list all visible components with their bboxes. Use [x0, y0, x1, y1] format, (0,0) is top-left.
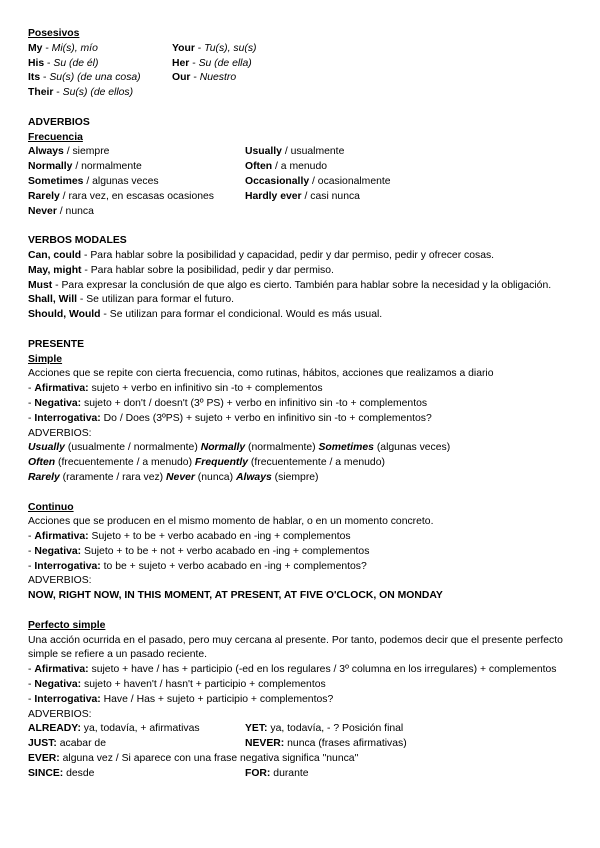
- simple-subtitle: Simple: [28, 353, 63, 365]
- form-line: - Negativa: Sujeto + to be + not + verbo acabado en -ing + complementos: [28, 545, 370, 557]
- posesivos-title: Posesivos: [28, 28, 80, 39]
- posesivos-section: [28, 27, 573, 101]
- modal-item: Must - Para expresar la conclusión de que algo es cierto. También para hablar sobre la necesidad y la obligación.: [28, 279, 552, 291]
- presente-title: PRESENTE: [28, 338, 85, 350]
- adverb-line: Usually (usualmente / normalmente) Normally (normalmente) Sometimes (algunas veces): [28, 442, 451, 454]
- perfecto-adverb-row: JUST: acabar de NEVER: nunca (frases afirmativas): [28, 738, 407, 750]
- modal-item: Should, Would - Se utilizan para formar el condicional. Would es más usual.: [28, 309, 383, 321]
- adverbio-row: Sometimes / algunas veces Occasionally / ocasionalmente: [28, 175, 391, 187]
- simple-description: Acciones que se repite con cierta frecuencia, como rutinas, hábitos, acciones que realizamos a diario: [28, 368, 494, 380]
- adverbios-label: ADVERBIOS:: [28, 708, 92, 720]
- adverbio-row: Rarely / rara vez, en escasas ocasiones Hardly ever / casi nunca: [28, 190, 360, 202]
- posesivos-row: My - Mi(s), mío Your - Tu(s), su(s): [28, 42, 257, 54]
- modales-section: [28, 234, 573, 323]
- continuo-description: Acciones que se producen en el mismo momento de hablar, o en un momento concreto.: [28, 516, 434, 528]
- perfecto-adverb-row: SINCE: desde FOR: durante: [28, 767, 309, 779]
- adverbio-row: Never / nunca: [28, 205, 94, 217]
- form-line: - Afirmativa: sujeto + verbo en infinitivo sin -to + complementos: [28, 383, 323, 395]
- adverbio-row: Normally / normalmente Often / a menudo: [28, 161, 328, 173]
- form-line: - Afirmativa: sujeto + have / has + participio (-ed en los regulares / 3º columna en los irregulares) + complementos: [28, 664, 557, 676]
- adverbios-section: [28, 116, 573, 220]
- document-page: [28, 27, 573, 782]
- form-line: - Interrogativa: Have / Has + sujeto + participio + complementos?: [28, 693, 334, 705]
- continuo-subtitle: Continuo: [28, 501, 74, 513]
- form-line: - Interrogativa: Do / Does (3ºPS) + sujeto + verbo en infinitivo sin -to + complementos?: [28, 412, 432, 424]
- adverbios-label: ADVERBIOS:: [28, 575, 92, 587]
- adverbios-label: ADVERBIOS:: [28, 427, 92, 439]
- adverb-line: Often (frecuentemente / a menudo) Frequently (frecuentemente / a menudo): [28, 457, 385, 469]
- modal-item: Shall, Will - Se utilizan para formar el futuro.: [28, 294, 235, 306]
- perfecto-subtitle: Perfecto simple: [28, 619, 106, 631]
- adverb-line: Rarely (raramente / rara vez) Never (nunca) Always (siempre): [28, 471, 319, 483]
- modal-item: May, might - Para hablar sobre la posibilidad, pedir y dar permiso.: [28, 264, 334, 276]
- adverbios-title: ADVERBIOS: [28, 116, 90, 128]
- posesivos-row: Its - Su(s) (de una cosa) Our - Nuestro: [28, 72, 237, 84]
- form-line: - Negativa: sujeto + haven't / hasn't + participio + complementos: [28, 679, 326, 691]
- presente-section: [28, 338, 573, 782]
- form-line: - Afirmativa: Sujeto + to be + verbo acabado en -ing + complementos: [28, 531, 351, 543]
- adverbio-row: Always / siempre Usually / usualmente: [28, 146, 345, 158]
- modales-title: VERBOS MODALES: [28, 235, 127, 247]
- posesivos-row: His - Su (de él) Her - Su (de ella): [28, 57, 252, 69]
- posesivos-row: Their - Su(s) (de ellos): [28, 87, 134, 99]
- perfecto-description: Una acción ocurrida en el pasado, pero muy cercana al presente. Por tanto, podemos decir que el presente perfecto simple se refiere a un pasado reciente.: [28, 634, 563, 661]
- continuo-adverbs: NOW, RIGHT NOW, IN THIS MOMENT, AT PRESENT, AT FIVE O'CLOCK, ON MONDAY: [28, 590, 443, 602]
- form-line: - Negativa: sujeto + don't / doesn't (3º PS) + verbo en infinitivo sin -to + complementos: [28, 397, 428, 409]
- form-line: - Interrogativa: to be + sujeto + verbo acabado en -ing + complementos?: [28, 560, 367, 572]
- frecuencia-subtitle: Frecuencia: [28, 131, 83, 143]
- modal-item: Can, could - Para hablar sobre la posibilidad y capacidad, pedir y dar permiso, pedir y ofrecer cosas.: [28, 249, 495, 261]
- perfecto-adverb-row: ALREADY: ya, todavía, + afirmativas YET: ya, todavía, - ? Posición final: [28, 723, 404, 735]
- perfecto-adverb-row: EVER: alguna vez / Si aparece con una frase negativa significa "nunca": [28, 753, 359, 765]
